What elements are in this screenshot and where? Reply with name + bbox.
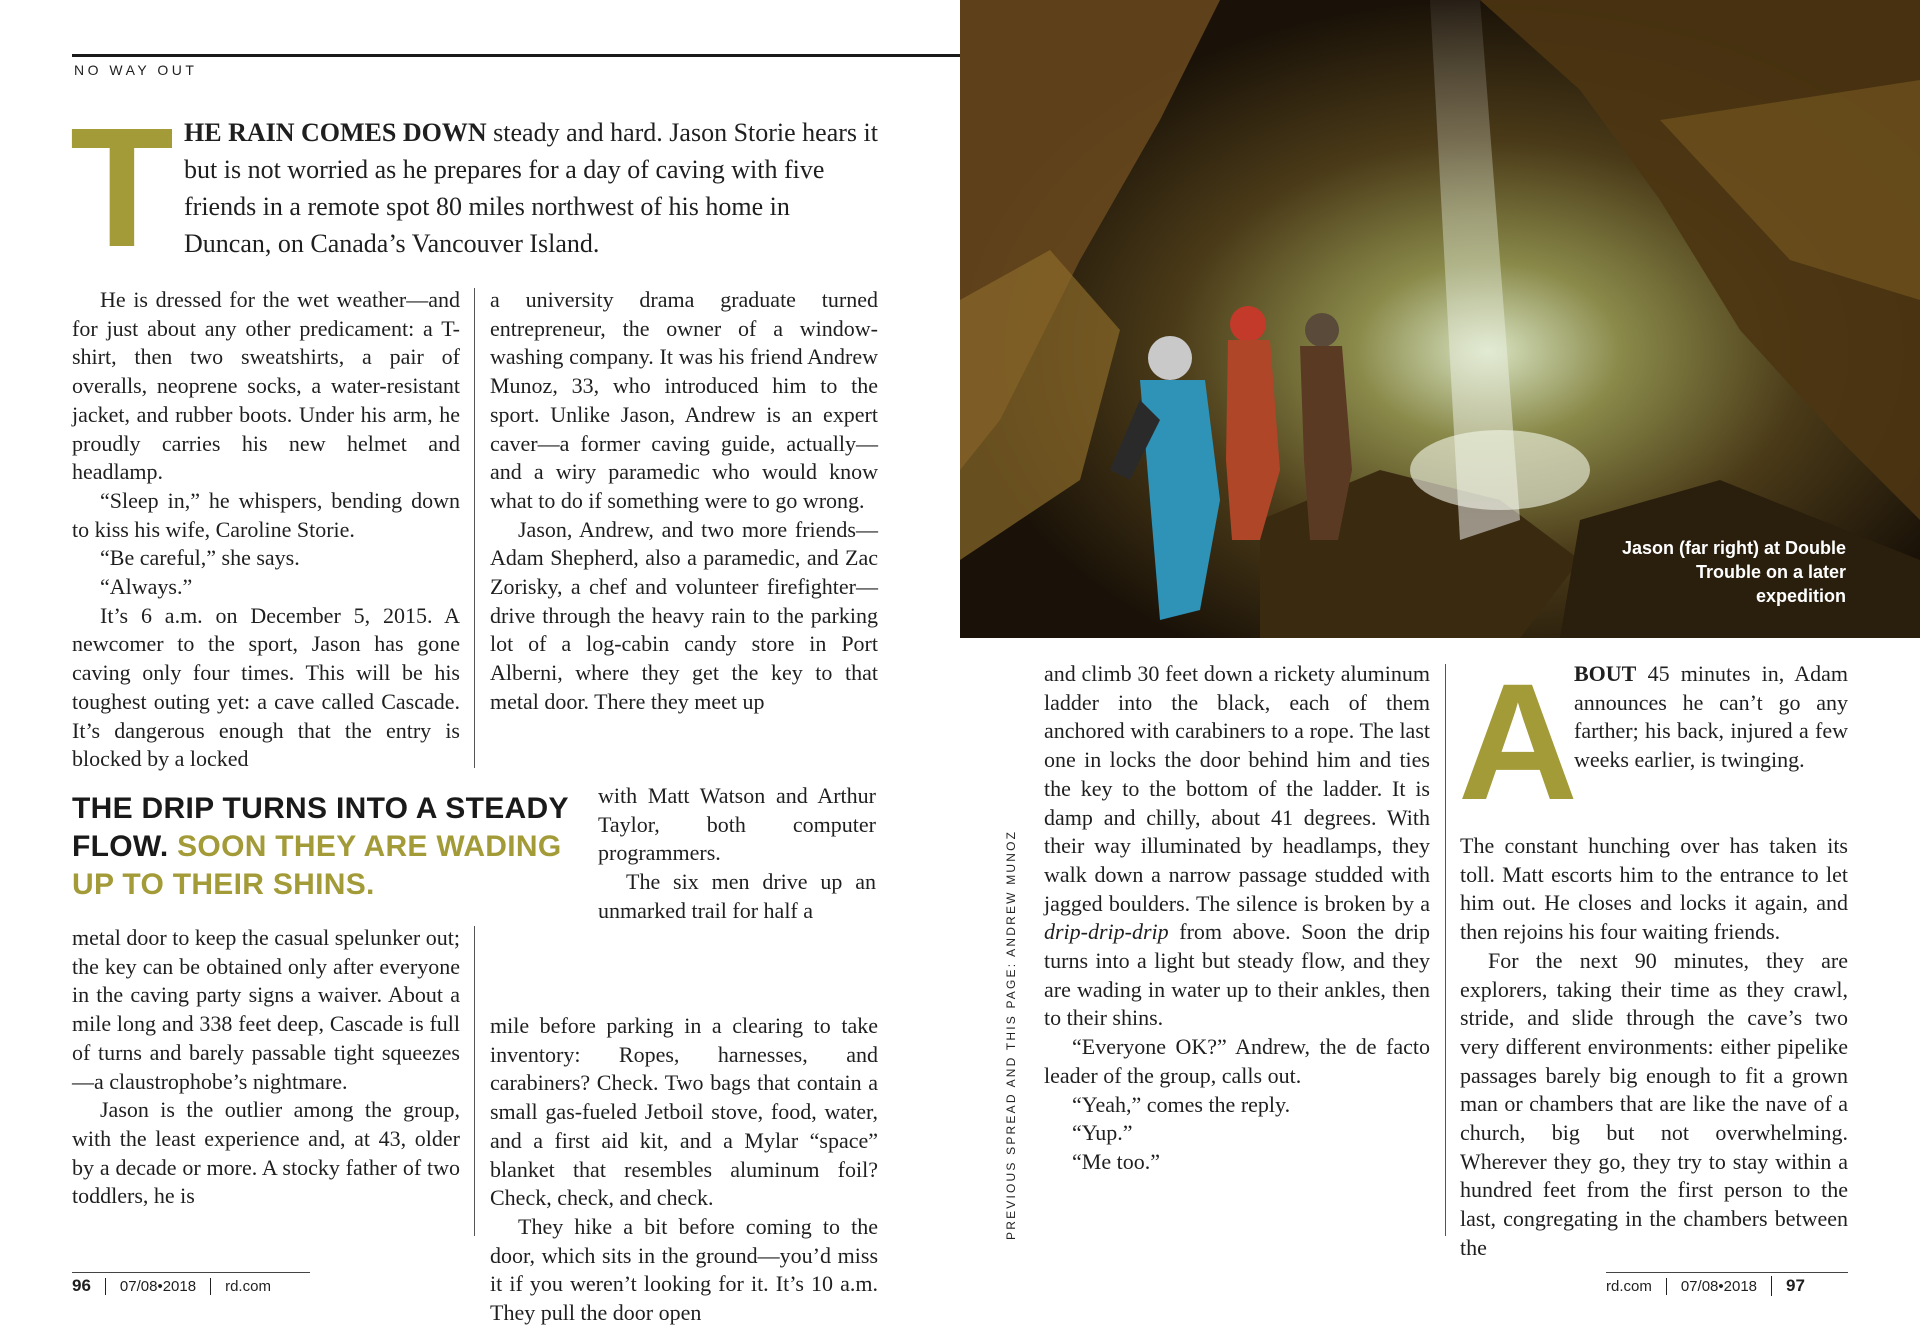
paragraph: “Everyone OK?” Andrew, the de facto leader of the group, calls out. [1044, 1034, 1430, 1088]
text-run: and climb 30 feet down a rickety aluminum ladder into the black, each of them anchored with carabiners to a rope. The last one in locks the door behind him and ties the key to the bottom of the ladder. It is damp and chilly, about 41 degrees. With their way illuminated by headlamps, they walk down a narrow passage studded with jagged boulders. The silence is broken by a [1044, 661, 1430, 916]
pull-quote-gold: SOON THEY ARE WADING UP TO THEIR SHINS. [72, 830, 562, 901]
column-1-continued [72, 924, 460, 1211]
article-intro [184, 114, 880, 262]
column-divider [1445, 664, 1446, 1236]
column-2 [490, 286, 878, 717]
column-2-continued [490, 1012, 878, 1328]
paragraph: The six men drive up an unmarked trail for half a [598, 869, 876, 923]
paragraph: He is dressed for the wet weather—and for just about any other predicament: a T-shirt, then two sweatshirts, a pair of overalls, neoprene socks, a water-resistant jacket, and rubber boots. Under his arm, he proudly carries his new helmet and headlamp. [72, 287, 460, 485]
paragraph: “Be careful,” she says. [100, 545, 300, 571]
drop-cap-a: A [1458, 650, 1578, 835]
issue-date: 07/08•2018 [105, 1278, 210, 1295]
intro-lead: HE RAIN COMES DOWN [184, 118, 487, 147]
paragraph: For the next 90 minutes, they are explorers, taking their time as they crawl, stride, and slide through the cave’s two very different environments: either pipelike passages barely big enough to fit a grown man or chambers that are like the nave of a church, big but not overwhelming. Wherever they go, they try to stay within a hundred feet from the first person to the last, congregating in the chambers between the [1460, 947, 1848, 1260]
photo-credit: PREVIOUS SPREAD AND THIS PAGE: ANDREW MUNOZ [1004, 829, 1018, 1240]
pull-quote [72, 790, 592, 904]
column-4 [1460, 832, 1848, 1263]
paragraph: with Matt Watson and Arthur Taylor, both computer programmers. [598, 783, 876, 866]
photo-caption: Jason (far right) at Double Trouble on a later expedition [1621, 538, 1846, 606]
lead-in: BOUT [1574, 661, 1637, 686]
paragraph: a university drama graduate turned entrepreneur, the owner of a window-washing company. It was his friend Andrew Munoz, 33, who introduced him to the sport. Unlike Jason, Andrew is an expert caver—a former caving guide, actually—and a wiry paramedic who would know what to do if something were to go wrong. [490, 287, 878, 513]
page-number: 96 [72, 1276, 91, 1295]
paragraph: Jason, Andrew, and two more friends—Adam Shepherd, also a paramedic, and Zac Zorisky, a chef and volunteer firefighter—drive through the heavy rain to the parking lot of a log-cabin candy store in Port Alberni, where they get the key to that metal door. There they meet up [490, 516, 878, 714]
paragraph: Jason is the outlier among the group, with the least experience and, at 43, older by a decade or more. A stocky father of two toddlers, he is [72, 1097, 460, 1209]
paragraph [1574, 660, 1848, 775]
text-run: 45 minutes in, Adam announces he can’t go any farther; his back, injured a few weeks earlier, is twinging. [1574, 661, 1848, 773]
folio-left [72, 1276, 285, 1296]
site-name: rd.com [1606, 1278, 1652, 1295]
text-run: from above. Soon the drip turns into a light but steady flow, and they are wading in water up to their ankles, then to their shins. [1044, 919, 1430, 1031]
page-number: 97 [1771, 1276, 1805, 1296]
column-3 [1044, 660, 1430, 1177]
paragraph: “Me too.” [1072, 1148, 1160, 1174]
column-divider [474, 926, 475, 1236]
issue-date: 07/08•2018 [1666, 1278, 1771, 1295]
paragraph: It’s 6 a.m. on December 5, 2015. A newcomer to the sport, Jason has gone caving only four times. This will be his toughest outing yet: a cave called Cascade. It’s dangerous enough that the entry is blocked by a locked [72, 602, 460, 772]
paragraph: They hike a bit before coming to the door, which sits in the ground—you’d miss it if you weren’t looking for it. It’s 10 a.m. They pull the door open [490, 1213, 878, 1326]
paragraph: “Sleep in,” he whispers, bending down to kiss his wife, Caroline Storie. [72, 487, 460, 542]
folio-rule [1606, 1272, 1848, 1273]
emphasis: drip-drip-drip [1044, 919, 1169, 945]
site-name: rd.com [210, 1278, 285, 1295]
folio-rule [72, 1272, 310, 1273]
paragraph [1044, 660, 1430, 1033]
paragraph: “Yup.” [1072, 1120, 1133, 1146]
column-1 [72, 286, 460, 774]
section-label: NO WAY OUT [74, 62, 198, 78]
paragraph: “Always.” [100, 574, 193, 600]
pull-quote-dark: THE DRIP TURNS INTO A STEADY FLOW. [72, 792, 569, 863]
column-2-wrap [598, 782, 876, 926]
paragraph: “Yeah,” comes the reply. [1072, 1091, 1291, 1117]
paragraph: The constant hunching over has taken its toll. Matt escorts him to the entrance to let him out. He closes and locks it again, and then rejoins his four waiting friends. [1460, 833, 1848, 945]
paragraph: metal door to keep the casual spelunker out; the key can be obtained only after everyone in the caving party signs a waiver. About a mile long and 338 feet deep, Cascade is full of turns and barely passable tight squeezes—a claustrophobe’s nightmare. [72, 925, 460, 1094]
folio-right [1606, 1276, 1805, 1296]
intro-text: steady and hard. Jason Storie hears it but is not worried as he prepares for a day of caving with five friends in a remote spot 80 miles northwest of his home in Duncan, on Canada’s Vancouver Island. [184, 118, 878, 258]
drop-cap-t: T [70, 93, 174, 283]
column-4-head [1574, 660, 1848, 775]
paragraph: mile before parking in a clearing to take inventory: Ropes, harnesses, and carabiners? Check. Two bags that contain a small gas-fueled Jetboil stove, food, water, and a first aid kit, and a Mylar “space” blanket that resembles aluminum foil? Check, check, and check. [490, 1013, 878, 1211]
top-rule [72, 54, 960, 57]
column-divider [474, 288, 475, 768]
